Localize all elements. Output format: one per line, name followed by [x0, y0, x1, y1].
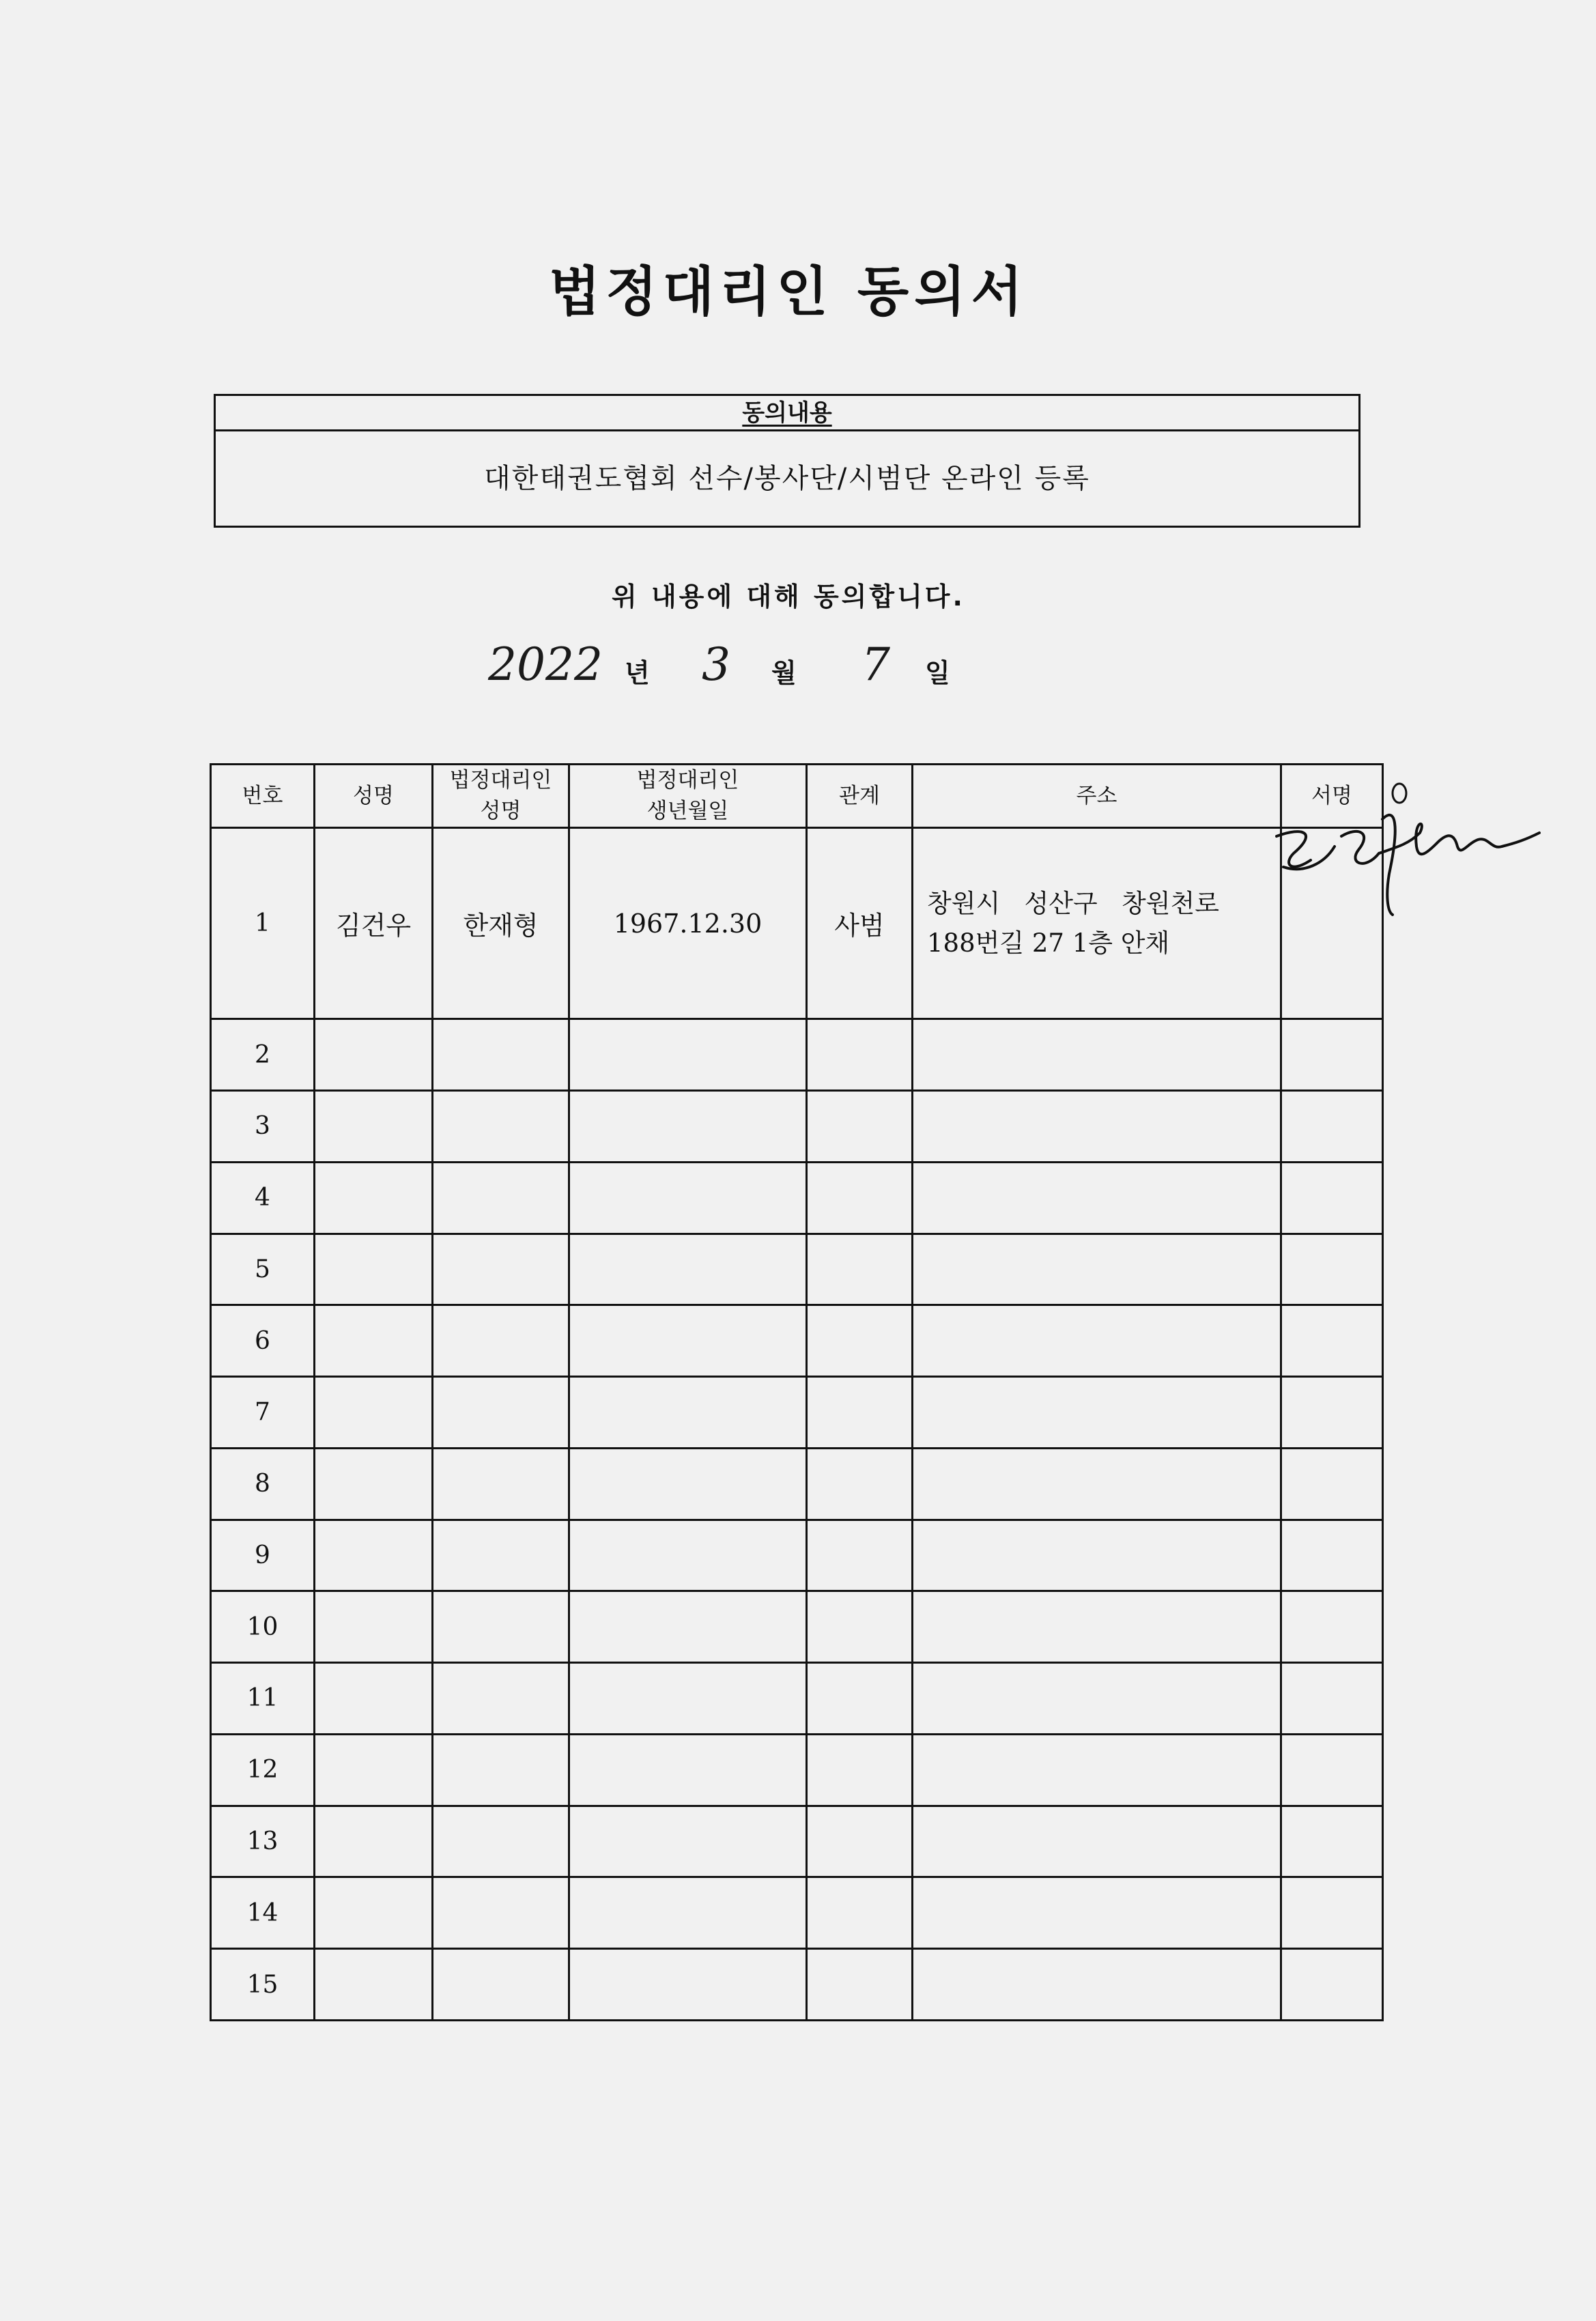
- cell-signature[interactable]: [1281, 1234, 1383, 1305]
- cell-relation[interactable]: 사범: [807, 828, 913, 1019]
- cell-guardian-birth[interactable]: [569, 1877, 807, 1949]
- cell-relation[interactable]: [807, 1377, 913, 1449]
- cell-name[interactable]: [315, 1448, 433, 1520]
- cell-address[interactable]: [913, 1806, 1281, 1877]
- cell-guardian-name[interactable]: [433, 1806, 569, 1877]
- cell-relation[interactable]: [807, 1591, 913, 1663]
- header-guardian-name-text: 법정대리인 성명: [449, 768, 552, 823]
- table-row: [211, 1234, 1383, 1305]
- table-row: [211, 1305, 1383, 1377]
- table-row: [211, 1377, 1383, 1449]
- address-line-2: 188번길 27 1층 안채: [927, 928, 1170, 958]
- cell-relation[interactable]: [807, 1162, 913, 1234]
- header-relation: 관계: [807, 765, 913, 828]
- cell-guardian-name[interactable]: [433, 1949, 569, 2021]
- table-row: [211, 1663, 1383, 1735]
- cell-address[interactable]: [913, 1019, 1281, 1091]
- cell-guardian-birth[interactable]: [569, 1663, 807, 1735]
- cell-signature[interactable]: [1281, 1377, 1383, 1449]
- header-no: 번호: [211, 765, 315, 828]
- cell-no: 2: [211, 1019, 315, 1091]
- guardian-table: [210, 763, 1384, 2021]
- cell-no: 7: [211, 1377, 315, 1449]
- cell-guardian-name[interactable]: [433, 1877, 569, 1949]
- date-day-value[interactable]: 7: [861, 638, 890, 691]
- cell-name[interactable]: [315, 1019, 433, 1091]
- cell-name[interactable]: [315, 1090, 433, 1162]
- date-day-label: 일: [925, 658, 950, 688]
- cell-guardian-name[interactable]: [433, 1234, 569, 1305]
- cell-address[interactable]: [913, 1591, 1281, 1663]
- cell-address[interactable]: [913, 1305, 1281, 1377]
- cell-no: 1: [211, 828, 315, 1019]
- table-row: [211, 1090, 1383, 1162]
- cell-relation[interactable]: [807, 1019, 913, 1091]
- header-guardian-birth: [569, 765, 807, 828]
- cell-guardian-name[interactable]: [433, 1663, 569, 1735]
- cell-guardian-name[interactable]: [433, 1520, 569, 1591]
- cell-no: 9: [211, 1520, 315, 1591]
- cell-relation[interactable]: [807, 1448, 913, 1520]
- cell-no: 4: [211, 1162, 315, 1234]
- cell-guardian-birth[interactable]: [569, 1734, 807, 1806]
- header-guardian-birth-text: 법정대리인 생년월일: [636, 768, 739, 823]
- cell-signature[interactable]: [1281, 1949, 1383, 2021]
- date-year-label: 년: [625, 658, 650, 688]
- table-row: [211, 1806, 1383, 1877]
- cell-name[interactable]: [315, 1162, 433, 1234]
- cell-guardian-birth[interactable]: 1967.12.30: [569, 828, 807, 1019]
- cell-name[interactable]: [315, 1234, 433, 1305]
- cell-guardian-birth[interactable]: [569, 1019, 807, 1091]
- table-row: [211, 1877, 1383, 1949]
- table-row: [211, 828, 1383, 1019]
- cell-guardian-name[interactable]: [433, 1019, 569, 1091]
- cell-no: 8: [211, 1448, 315, 1520]
- cell-signature[interactable]: [1281, 1448, 1383, 1520]
- cell-address[interactable]: [913, 1448, 1281, 1520]
- consent-box: [214, 394, 1360, 528]
- cell-address[interactable]: [913, 1663, 1281, 1735]
- cell-signature[interactable]: [1281, 1877, 1383, 1949]
- date-month-label: 월: [771, 658, 797, 688]
- cell-relation[interactable]: [807, 1305, 913, 1377]
- cell-signature[interactable]: [1281, 1090, 1383, 1162]
- cell-signature[interactable]: [1281, 1806, 1383, 1877]
- cell-address[interactable]: [913, 1377, 1281, 1449]
- cell-relation[interactable]: [807, 1663, 913, 1735]
- cell-relation[interactable]: [807, 1949, 913, 2021]
- cell-guardian-name[interactable]: 한재형: [433, 828, 569, 1019]
- cell-no: 15: [211, 1949, 315, 2021]
- cell-address[interactable]: [913, 828, 1281, 1019]
- cell-guardian-birth[interactable]: [569, 1448, 807, 1520]
- cell-address[interactable]: [913, 1090, 1281, 1162]
- table-row: [211, 1019, 1383, 1091]
- cell-signature[interactable]: [1281, 1734, 1383, 1806]
- cell-address[interactable]: [913, 1949, 1281, 2021]
- table-header-row: [211, 765, 1383, 828]
- consent-heading: [216, 396, 1358, 431]
- cell-no: 11: [211, 1663, 315, 1735]
- cell-address[interactable]: [913, 1162, 1281, 1234]
- cell-no: 3: [211, 1090, 315, 1162]
- cell-signature[interactable]: [1281, 1019, 1383, 1091]
- cell-guardian-name[interactable]: [433, 1305, 569, 1377]
- cell-signature[interactable]: [1281, 1520, 1383, 1591]
- cell-guardian-name[interactable]: [433, 1162, 569, 1234]
- cell-name[interactable]: [315, 1877, 433, 1949]
- header-guardian-name: [433, 765, 569, 828]
- cell-name[interactable]: [315, 1591, 433, 1663]
- cell-no: 10: [211, 1591, 315, 1663]
- cell-no: 6: [211, 1305, 315, 1377]
- table-row: [211, 1949, 1383, 2021]
- cell-signature[interactable]: [1281, 1591, 1383, 1663]
- cell-address[interactable]: [913, 1734, 1281, 1806]
- table-row: [211, 1591, 1383, 1663]
- cell-no: 5: [211, 1234, 315, 1305]
- cell-guardian-name[interactable]: [433, 1591, 569, 1663]
- cell-guardian-name[interactable]: [433, 1090, 569, 1162]
- cell-no: 14: [211, 1877, 315, 1949]
- cell-guardian-birth[interactable]: [569, 1520, 807, 1591]
- table-row: [211, 1520, 1383, 1591]
- cell-relation[interactable]: [807, 1234, 913, 1305]
- cell-guardian-birth[interactable]: [569, 1949, 807, 2021]
- cell-guardian-birth[interactable]: [569, 1090, 807, 1162]
- header-address: 주소: [913, 765, 1281, 828]
- cell-relation[interactable]: [807, 1734, 913, 1806]
- cell-relation[interactable]: [807, 1806, 913, 1877]
- cell-guardian-name[interactable]: [433, 1734, 569, 1806]
- cell-name[interactable]: 김건우: [315, 828, 433, 1019]
- header-name: 성명: [315, 765, 433, 828]
- cell-guardian-birth[interactable]: [569, 1806, 807, 1877]
- cell-guardian-birth[interactable]: [569, 1305, 807, 1377]
- cell-name[interactable]: [315, 1734, 433, 1806]
- table-row: [211, 1734, 1383, 1806]
- cell-name[interactable]: [315, 1663, 433, 1735]
- cell-no: 13: [211, 1806, 315, 1877]
- cell-name[interactable]: [315, 1949, 433, 2021]
- date-year-value[interactable]: 2022: [488, 638, 603, 691]
- date-month-value[interactable]: 3: [702, 638, 730, 691]
- consent-heading-text: 동의내용: [742, 399, 832, 427]
- cell-relation[interactable]: [807, 1520, 913, 1591]
- cell-name[interactable]: [315, 1520, 433, 1591]
- table-row: [211, 1448, 1383, 1520]
- cell-name[interactable]: [315, 1377, 433, 1449]
- cell-guardian-birth[interactable]: [569, 1234, 807, 1305]
- cell-address[interactable]: [913, 1877, 1281, 1949]
- cell-guardian-birth[interactable]: [569, 1377, 807, 1449]
- cell-guardian-name[interactable]: [433, 1377, 569, 1449]
- header-signature: 서명: [1281, 765, 1383, 828]
- cell-signature[interactable]: [1281, 1305, 1383, 1377]
- cell-relation[interactable]: [807, 1877, 913, 1949]
- page-title: 법정대리인 동의서: [549, 261, 1028, 323]
- cell-no: 12: [211, 1734, 315, 1806]
- cell-guardian-birth[interactable]: [569, 1591, 807, 1663]
- cell-signature[interactable]: [1281, 1663, 1383, 1735]
- cell-name[interactable]: [315, 1305, 433, 1377]
- cell-guardian-name[interactable]: [433, 1448, 569, 1520]
- cell-name[interactable]: [315, 1806, 433, 1877]
- cell-guardian-birth[interactable]: [569, 1162, 807, 1234]
- agree-statement: 위 내용에 대해 동의합니다.: [612, 582, 965, 612]
- guardian-signature-image: [1263, 778, 1550, 928]
- cell-address[interactable]: [913, 1234, 1281, 1305]
- cell-address[interactable]: [913, 1520, 1281, 1591]
- cell-signature[interactable]: [1281, 1162, 1383, 1234]
- cell-relation[interactable]: [807, 1090, 913, 1162]
- address-line-1: 창원시 성산구 창원천로: [927, 889, 1219, 919]
- consent-body: 대한태권도협회 선수/봉사단/시범단 온라인 등록: [484, 463, 1090, 494]
- table-row: [211, 1162, 1383, 1234]
